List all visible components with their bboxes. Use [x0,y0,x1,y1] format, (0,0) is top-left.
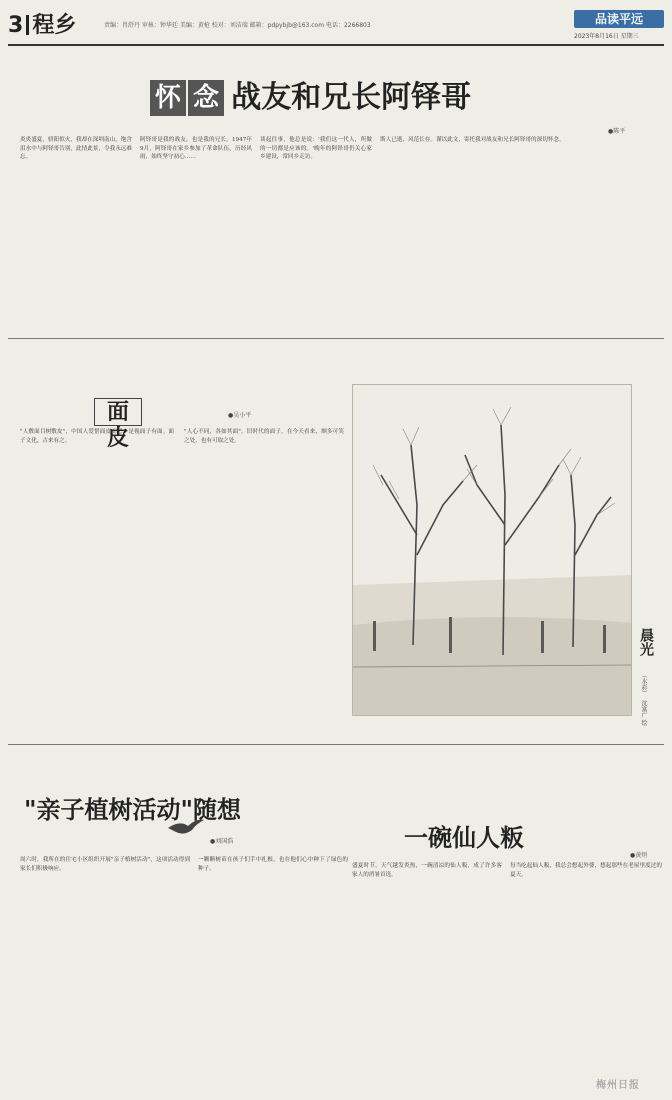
page-number: 3 程乡 [8,13,77,38]
section-rule [8,338,664,339]
mianpi-col-2: "人心不同，各如其面"。旧时代的面子，在今天看来，颇多可笑之处，也有可取之处。 [184,429,344,444]
tree-byline: ●刘国浩 [210,838,234,845]
main-article-title [150,80,471,118]
section-name: 程乡 [32,13,77,38]
bowl-byline: ●黄烜 [630,852,648,859]
section-rule [8,744,664,745]
bowl-col-2: 每当吃起仙人粄，我总会想起外婆，想起那些在老屋里度过的夏天。 [510,863,662,878]
header-rule [8,44,664,46]
tree-col-2: 一颗颗树苗在孩子们手中扎根，也在他们心中种下了绿色的种子。 [198,857,348,872]
tree-essay-title: "亲子植树活动"随想 [24,795,242,824]
painting-artist: 沈富广 绘 [640,700,647,726]
mianpi-byline: ●吴小平 [228,412,252,419]
painting-title: 晨光 [638,628,654,656]
main-article-col-1: 炎炎盛夏，骄阳似火，我却在深圳南山，饱含泪水中与阿铎哥告别，此情此景，令我永远难忘。 [20,137,132,161]
title-box-char: 念 [188,80,224,116]
main-article-col-2: 阿铎哥是我的战友，也是我的兄长。1947年9月，阿铎哥在家乡参加了革命队伍，历经风雨，始终坚守初心…… [140,137,252,161]
editor-meta: 责编：肖舒丹 审核：钟华廷 美编：黄枪 校对：刘洁瑞 邮箱：pdpybjb@163.com 电话：2266803 [104,22,371,29]
bowl-col-1: 盛夏时节，天气越发炎热，一碗清凉的仙人粄，成了许多客家人的消暑首选。 [352,863,502,878]
title-box-char: 怀 [150,80,186,116]
mianpi-title: 面 皮 [94,398,142,426]
painting-illustration [353,385,631,715]
page-header [0,0,672,48]
bowl-essay-title: 一碗仙人粄 [404,823,524,852]
painting-image [352,384,632,716]
tree-col-1: 周六时，我所在的住宅小区组织开展"亲子植树活动"，这项活动得到家长们积极响应。 [20,857,190,872]
painting-medium: （水彩） [640,672,647,696]
divider-bar [26,15,29,35]
main-article-col-4: 斯人已逝，风范长存。谨以此文，寄托我对战友和兄长阿铎哥的深切怀念。 [380,137,565,143]
main-article-col-3: 谈起往事，他总是说：'我们这一代人，所做的一切都是应该的。'晚年的阿铎哥仍关心家乡建设，常回乡走访。 [260,137,372,161]
main-byline: ●陈平 [608,128,626,135]
issue-date: 2023年8月16日 星期三 [574,33,639,40]
swallow-icon [166,816,206,838]
mianpi-col-1: "人敷面目树敷皮"，中国人爱惜面皮而恶，是视面子有面。面子文化，古来有之。 [20,429,174,444]
newspaper-watermark: 梅州日报 [596,1080,640,1091]
title-text: 战友和兄长阿铎哥 [231,80,472,115]
brand-logo: 品读平远 [574,10,664,28]
